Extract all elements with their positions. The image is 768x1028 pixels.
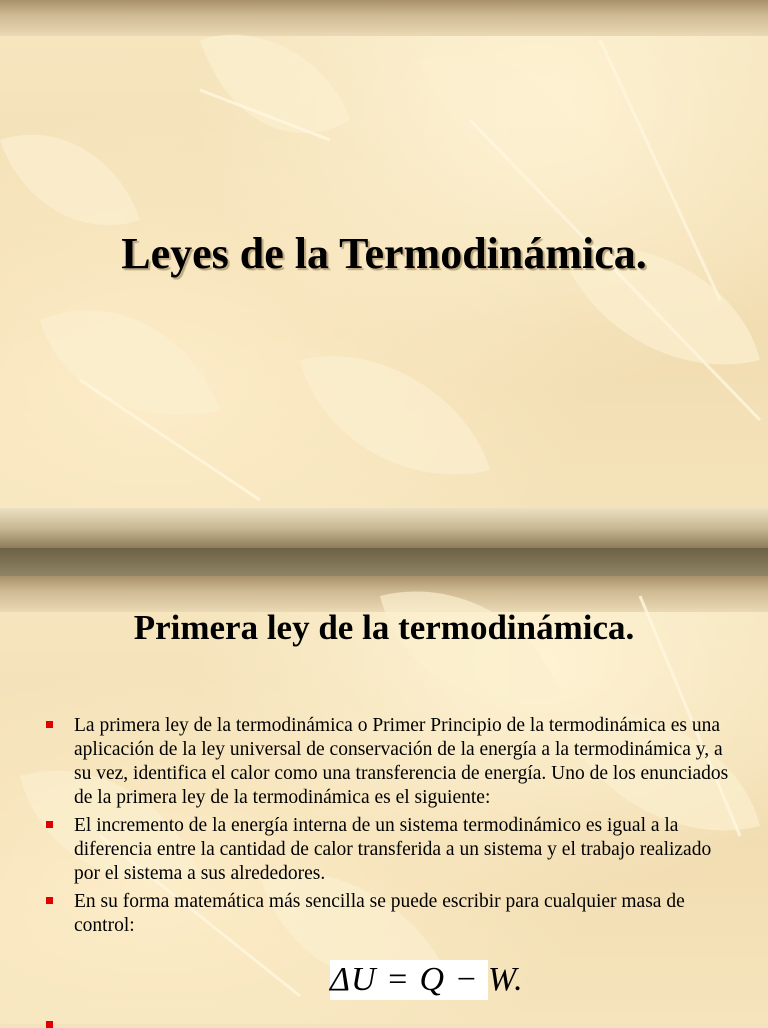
bullet-square-icon (46, 1021, 53, 1028)
list-item (44, 714, 734, 810)
bullet-list (44, 714, 734, 942)
list-item (44, 890, 734, 938)
bullet-square-icon (46, 821, 53, 828)
bullet-square-icon (46, 897, 53, 904)
bullet-text: La primera ley de la termodinámica o Primer Principio de la termodinámica es una aplicación de la ley universal de conservación de la energía a la termodinámica y, a su vez, identifica el calor como una transferencia de energía. Uno de los enunciados de la primera ley de la termodinámica es el siguiente: (74, 715, 729, 808)
bullet-text: El incremento de la energía interna de un sistema termodinámico es igual a la diferencia entre la cantidad de calor transferida a un sistema y el trabajo realizado por el sistema a sus alrededores. (74, 815, 712, 884)
slide-bottom-band (0, 508, 768, 548)
slide-primera-ley (0, 576, 768, 1024)
slide-title-text: Leyes de la Termodinámica. (121, 229, 647, 278)
bullet-text: En su forma matemática más sencilla se puede escribir para cualquier masa de control: (74, 891, 685, 936)
slide-separator (0, 548, 768, 576)
slide-heading: Primera ley de la termodinámica. (133, 608, 635, 647)
list-item (44, 814, 734, 886)
formula-image: ΔU = Q − W. (330, 961, 524, 998)
bullet-square-icon (46, 721, 53, 728)
